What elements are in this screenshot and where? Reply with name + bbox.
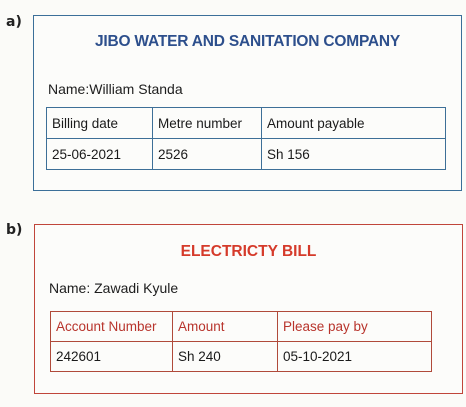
- header-metre-number: Metre number: [153, 108, 262, 139]
- electricity-bill-table: [50, 311, 432, 372]
- water-bill: [33, 15, 462, 191]
- customer-name: Name:William Standa: [48, 81, 183, 97]
- customer-name: Name: Zawadi Kyule: [49, 280, 179, 296]
- header-account-number: Account Number: [51, 312, 173, 342]
- table-header-row: [51, 312, 432, 342]
- cell-amount: Sh 240: [173, 342, 278, 372]
- section-label-a: a): [6, 14, 22, 30]
- bill-title: ELECTRICTY BILL: [180, 243, 317, 260]
- cell-account-number: 242601: [51, 342, 173, 372]
- header-please-pay-by: Please pay by: [278, 312, 432, 342]
- table-header-row: [47, 108, 446, 139]
- table-row: [47, 139, 446, 170]
- section-label-b: b): [6, 222, 23, 238]
- electricity-bill: [34, 224, 463, 394]
- cell-amount-payable: Sh 156: [262, 139, 446, 170]
- header-amount: Amount: [173, 312, 278, 342]
- cell-billing-date: 25-06-2021: [47, 139, 153, 170]
- table-row: [51, 342, 432, 372]
- header-amount-payable: Amount payable: [262, 108, 446, 139]
- header-billing-date: Billing date: [47, 108, 153, 139]
- company-name: JIBO WATER AND SANITATION COMPANY: [94, 33, 401, 50]
- cell-metre-number: 2526: [153, 139, 262, 170]
- water-bill-table: [46, 107, 446, 170]
- cell-pay-by-date: 05-10-2021: [278, 342, 432, 372]
